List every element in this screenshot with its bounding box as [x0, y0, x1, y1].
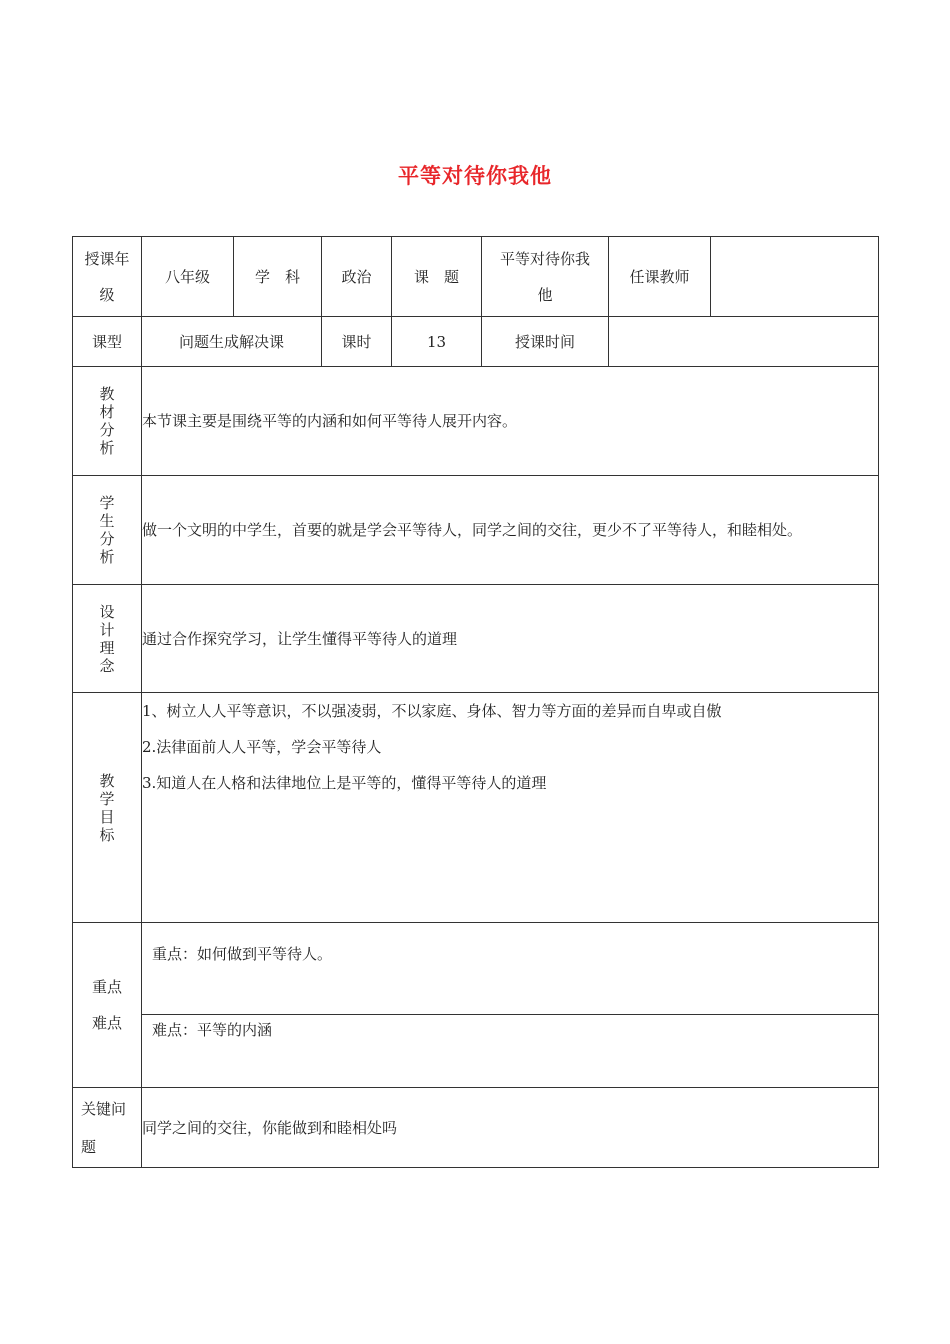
design-concept: 通过合作探究学习，让学生懂得平等待人的道理	[142, 585, 879, 693]
focus-point: 重点：如何做到平等待人。	[142, 923, 879, 1015]
grade-label-cell	[73, 237, 142, 317]
page-title: 平等对待你我他	[398, 163, 552, 188]
student-analysis: 做一个文明的中学生，首要的就是学会平等待人，同学之间的交往，更少不了平等待人，和睦相处。	[142, 476, 879, 585]
goals-label: 教 学 目 标	[73, 693, 142, 923]
topic-value-line-2: 他	[537, 285, 553, 304]
table-row	[73, 237, 879, 317]
key-question-label: 关键问 题	[73, 1088, 142, 1168]
type-value: 问题生成解决课	[142, 317, 322, 367]
table-row	[73, 1015, 879, 1088]
table-row	[73, 367, 879, 476]
time-label: 授课时间	[482, 317, 609, 367]
textbook-analysis: 本节课主要是围绕平等的内涵和如何平等待人展开内容。	[142, 367, 879, 476]
goal-item-3: 3.知道人在人格和法律地位上是平等的，懂得平等待人的道理	[142, 774, 547, 792]
subject-label: 学 科	[234, 237, 322, 317]
teaching-goals	[142, 693, 879, 923]
goal-item-2: 2.法律面前人人平等，学会平等待人	[142, 738, 382, 756]
hours-value: 13	[392, 317, 482, 367]
table-row	[73, 585, 879, 693]
table-row	[73, 923, 879, 1015]
type-label: 课型	[73, 317, 142, 367]
design-label: 设 计 理 念	[73, 585, 142, 693]
students-label: 学 生 分 析	[73, 476, 142, 585]
topic-label: 课 题	[392, 237, 482, 317]
table-row	[73, 476, 879, 585]
topic-value-cell	[482, 237, 609, 317]
textbook-label: 教 材 分 析	[73, 367, 142, 476]
grade-label-line-1: 授课年	[84, 249, 130, 268]
time-value	[609, 317, 879, 367]
teacher-label: 任课教师	[609, 237, 711, 317]
grade-label-line-2: 级	[99, 285, 115, 304]
grade-value: 八年级	[142, 237, 234, 317]
goal-item-1: 1、树立人人平等意识，不以强凌弱，不以家庭、身体、智力等方面的差异而自卑或自傲	[142, 702, 722, 720]
table-row	[73, 693, 879, 923]
table-row	[73, 317, 879, 367]
lesson-plan-table	[72, 236, 879, 1168]
difficulty-point: 难点：平等的内涵	[142, 1015, 879, 1088]
subject-value: 政治	[322, 237, 392, 317]
teacher-value	[711, 237, 879, 317]
key-question: 同学之间的交往，你能做到和睦相处吗	[142, 1088, 879, 1168]
table-row	[73, 1088, 879, 1168]
keypoints-label: 重点 难点	[73, 923, 142, 1088]
topic-value-line-1: 平等对待你我	[499, 249, 590, 268]
hours-label: 课时	[322, 317, 392, 367]
